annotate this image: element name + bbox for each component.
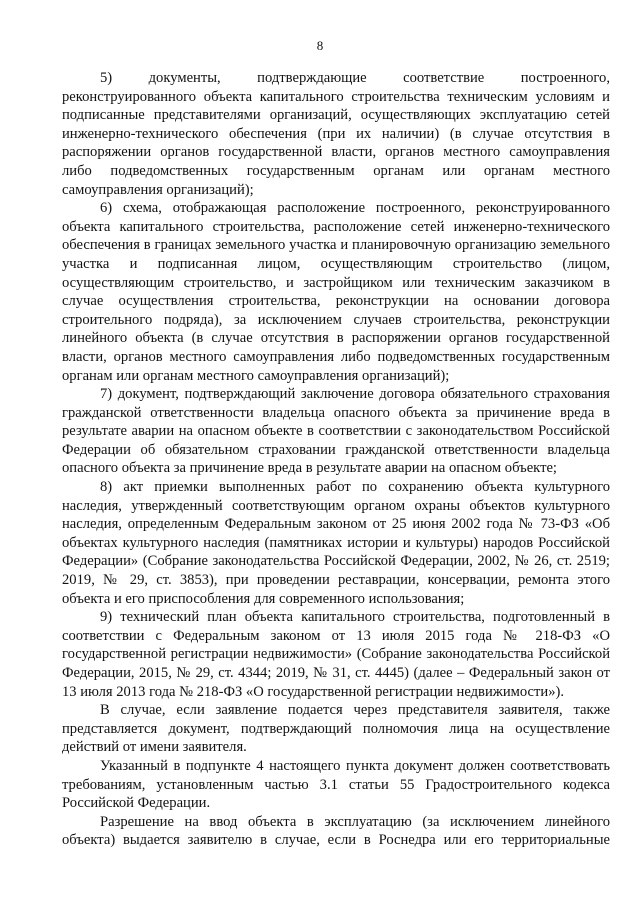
paragraph-permit-issuance: Разрешение на ввод объекта в эксплуатацию (за исключением линейного объекта) выдается заявителю в случае, если в Роснедра или его территориальные bbox=[62, 813, 610, 849]
paragraph-subpoint-4-requirements: Указанный в подпункте 4 настоящего пункта документ должен соответствовать требованиям, установленным частью 3.1 статьи 55 Градостроительного кодекса Российской Федерации. bbox=[62, 757, 610, 812]
paragraph-item-6: 6) схема, отображающая расположение построенного, реконструированного объекта капитального строительства, расположение сетей инженерно-технического обеспечения в границах земельного участка и планировочную организацию земельного участка и подписанная лицом, осуществляющим строительство (лицом, осуществляющим строительство, и застройщиком или техническим заказчиком в случае осуществления строительства, реконструкции на основании договора строительного подряда), за исключением случаев строительства, реконструкции линейного объекта (в случае отсутствия в распоряжении органов государственной власти, органов местного самоуправления либо подведомственных государственным органам или органам местного самоуправления организаций); bbox=[62, 200, 610, 384]
paragraph-item-5: 5) документы, подтверждающие соответствие построенного, реконструированного объекта капитального строительства техническим условиям и подписанные представителями организаций, осуществляющих эксплуатацию сетей инженерно-технического обеспечения (при их наличии) (в случае отсутствия в распоряжении органов государственной власти, органов местного самоуправления либо подведомственных государственным органам или органам местного самоуправления организаций); bbox=[62, 70, 610, 198]
paragraph-item-8: 8) акт приемки выполненных работ по сохранению объекта культурного наследия, утвержденный соответствующим органом охраны объектов культурного наследия, определенным Федеральным законом от 25 июня 2002 года № 73-ФЗ «Об объектах культурного наследия (памятниках истории и культуры) народов Российской Федерации» (Собрание законодательства Российской Федерации, 2002, № 26, ст. 2519; 2019, № 29, ст. 3853), при проведении реставрации, консервации, ремонта этого объекта и его приспособления для современного использования; bbox=[62, 479, 610, 607]
page-number: 8 bbox=[316, 38, 324, 53]
paragraph-item-9: 9) технический план объекта капитального строительства, подготовленный в соответствии с Федеральным законом от 13 июля 2015 года № 218-ФЗ «О государственной регистрации недвижимости» (Собрание законодательства Российской Федерации, 2015, № 29, ст. 4344; 2019, № 31, ст. 4445) (далее – Федеральный закон от 13 июля 2013 года № 218-ФЗ «О государственной регистрации недвижимости»). bbox=[62, 609, 610, 700]
paragraph-representative: В случае, если заявление подается через представителя заявителя, также представляется документ, подтверждающий полномочия лица на осуществление действий от имени заявителя. bbox=[62, 702, 610, 756]
document-body bbox=[62, 69, 610, 850]
paragraph-item-7: 7) документ, подтверждающий заключение договора обязательного страхования гражданской ответственности владельца опасного объекта за причинение вреда в результате аварии на опасном объекте в соответствии с законодательством Российской Федерации об обязательном страховании гражданской ответственности владельца опасного объекта за причинение вреда в результате аварии на опасном объекте; bbox=[62, 386, 610, 477]
